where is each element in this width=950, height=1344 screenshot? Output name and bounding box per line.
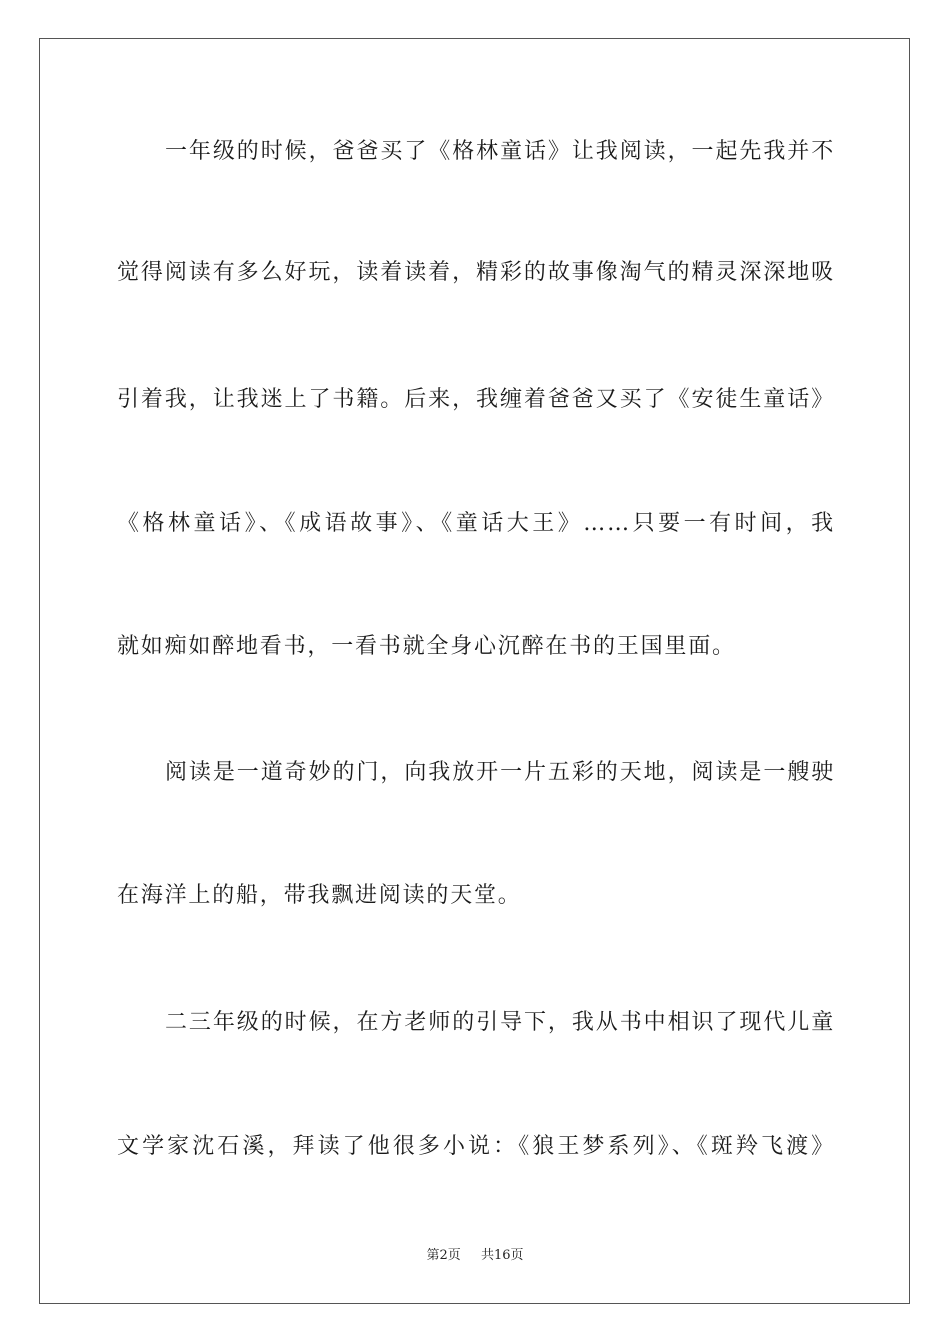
paragraph-1-line-2: 觉得阅读有多么好玩，读着读着，精彩的故事像淘气的精灵深深地吸 xyxy=(117,260,835,285)
paragraph-1-line-3: 引着我，让我迷上了书籍。后来，我缠着爸爸又买了《安徒生童话》 xyxy=(117,387,835,412)
paragraph-1-line-4: 《格林童话》、《成语故事》、《童话大王》……只要一有时间，我 xyxy=(117,511,835,536)
paragraph-3-line-1: 二三年级的时候，在方老师的引导下，我从书中相识了现代儿童 xyxy=(165,1010,835,1035)
total-pages: 共16页 xyxy=(481,1248,524,1263)
paragraph-1-line-5: 就如痴如醉地看书，一看书就全身心沉醉在书的王国里面。 xyxy=(117,634,736,659)
page-border xyxy=(39,38,910,1304)
paragraph-2-line-1: 阅读是一道奇妙的门，向我放开一片五彩的天地，阅读是一艘驶 xyxy=(165,760,835,785)
page-footer xyxy=(0,1247,950,1265)
paragraph-2-line-2: 在海洋上的船，带我飘进阅读的天堂。 xyxy=(117,883,522,908)
paragraph-3-line-2: 文学家沈石溪，拜读了他很多小说：《狼王梦系列》、《斑羚飞渡》 xyxy=(117,1134,835,1159)
page-number: 第2页 xyxy=(426,1248,461,1263)
paragraph-1-line-1: 一年级的时候，爸爸买了《格林童话》让我阅读，一起先我并不 xyxy=(165,139,835,164)
